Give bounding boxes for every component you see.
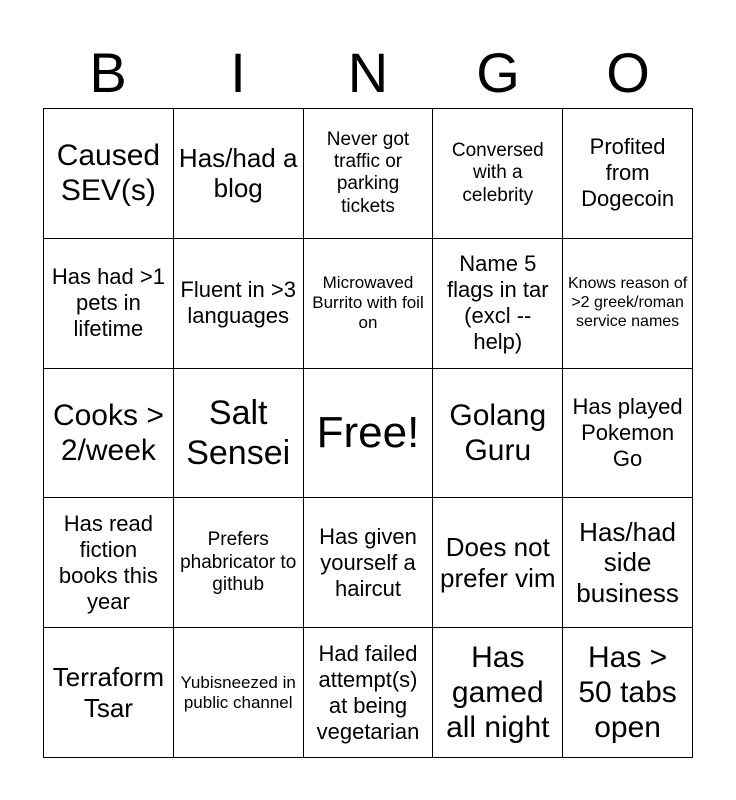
cell-text: Has > 50 tabs open	[578, 640, 677, 745]
bingo-cell[interactable]	[433, 628, 563, 758]
cell-text: Does not prefer vim	[440, 532, 556, 593]
bingo-cell[interactable]	[563, 498, 693, 628]
bingo-cell[interactable]	[433, 369, 563, 499]
header-letter-b: B	[89, 41, 127, 104]
bingo-header	[43, 38, 693, 108]
cell-text: Fluent in >3 languages	[180, 277, 296, 329]
cell-text: Salt Sensei	[186, 393, 291, 472]
bingo-cell[interactable]	[563, 369, 693, 499]
bingo-cell[interactable]	[563, 239, 693, 369]
cell-text: Terraform Tsar	[52, 661, 165, 723]
bingo-cell[interactable]	[433, 498, 563, 628]
cell-text: Yubisneezed in public channel	[180, 672, 296, 712]
header-letter-o: O	[606, 41, 650, 104]
cell-text: Knows reason of >2 greek/roman service names	[568, 274, 688, 330]
cell-text: Prefers phabricator to github	[180, 529, 297, 595]
cell-text: Golang Guru	[449, 398, 547, 467]
cell-text: Has/had side business	[576, 516, 679, 609]
bingo-cell[interactable]	[563, 628, 693, 758]
bingo-cell[interactable]	[44, 628, 174, 758]
bingo-cell[interactable]	[304, 498, 434, 628]
header-letter-n: N	[347, 41, 389, 104]
bingo-cell[interactable]	[44, 239, 174, 369]
cell-text: Has had >1 pets in lifetime	[51, 264, 165, 342]
cell-text: Name 5 flags in tar (excl -- help)	[447, 251, 549, 355]
cell-text: Had failed attempt(s) at being vegetarian	[316, 640, 420, 744]
bingo-cell[interactable]	[174, 498, 304, 628]
cell-text: Microwaved Burrito with foil on	[312, 273, 424, 333]
cell-text: Cooks > 2/week	[52, 398, 164, 467]
bingo-cell[interactable]	[433, 109, 563, 239]
cell-text: Conversed with a celebrity	[451, 139, 544, 206]
free-space-label: Free!	[316, 408, 420, 458]
bingo-cell[interactable]	[304, 239, 434, 369]
cell-text: Has gamed all night	[446, 640, 550, 745]
bingo-board	[43, 108, 693, 758]
bingo-cell-free[interactable]	[304, 369, 434, 499]
bingo-cell[interactable]	[433, 239, 563, 369]
bingo-cell[interactable]	[44, 498, 174, 628]
cell-text: Profited from Dogecoin	[581, 134, 675, 212]
cell-text: Caused SEV(s)	[56, 139, 161, 208]
cell-text: Never got traffic or parking tickets	[326, 128, 410, 217]
cell-text: Has/had a blog	[178, 142, 298, 204]
bingo-cell[interactable]	[563, 109, 693, 239]
bingo-cell[interactable]	[44, 109, 174, 239]
bingo-cell[interactable]	[304, 109, 434, 239]
cell-text: Has given yourself a haircut	[319, 523, 417, 601]
bingo-cell[interactable]	[174, 369, 304, 499]
bingo-cell[interactable]	[174, 628, 304, 758]
bingo-cell[interactable]	[304, 628, 434, 758]
header-letter-i: I	[230, 41, 246, 104]
cell-text: Has played Pokemon Go	[572, 394, 683, 471]
bingo-cell[interactable]	[174, 239, 304, 369]
header-letter-g: G	[476, 41, 520, 104]
bingo-cell[interactable]	[174, 109, 304, 239]
bingo-cell[interactable]	[44, 369, 174, 499]
cell-text: Has read fiction books this year	[58, 510, 158, 614]
